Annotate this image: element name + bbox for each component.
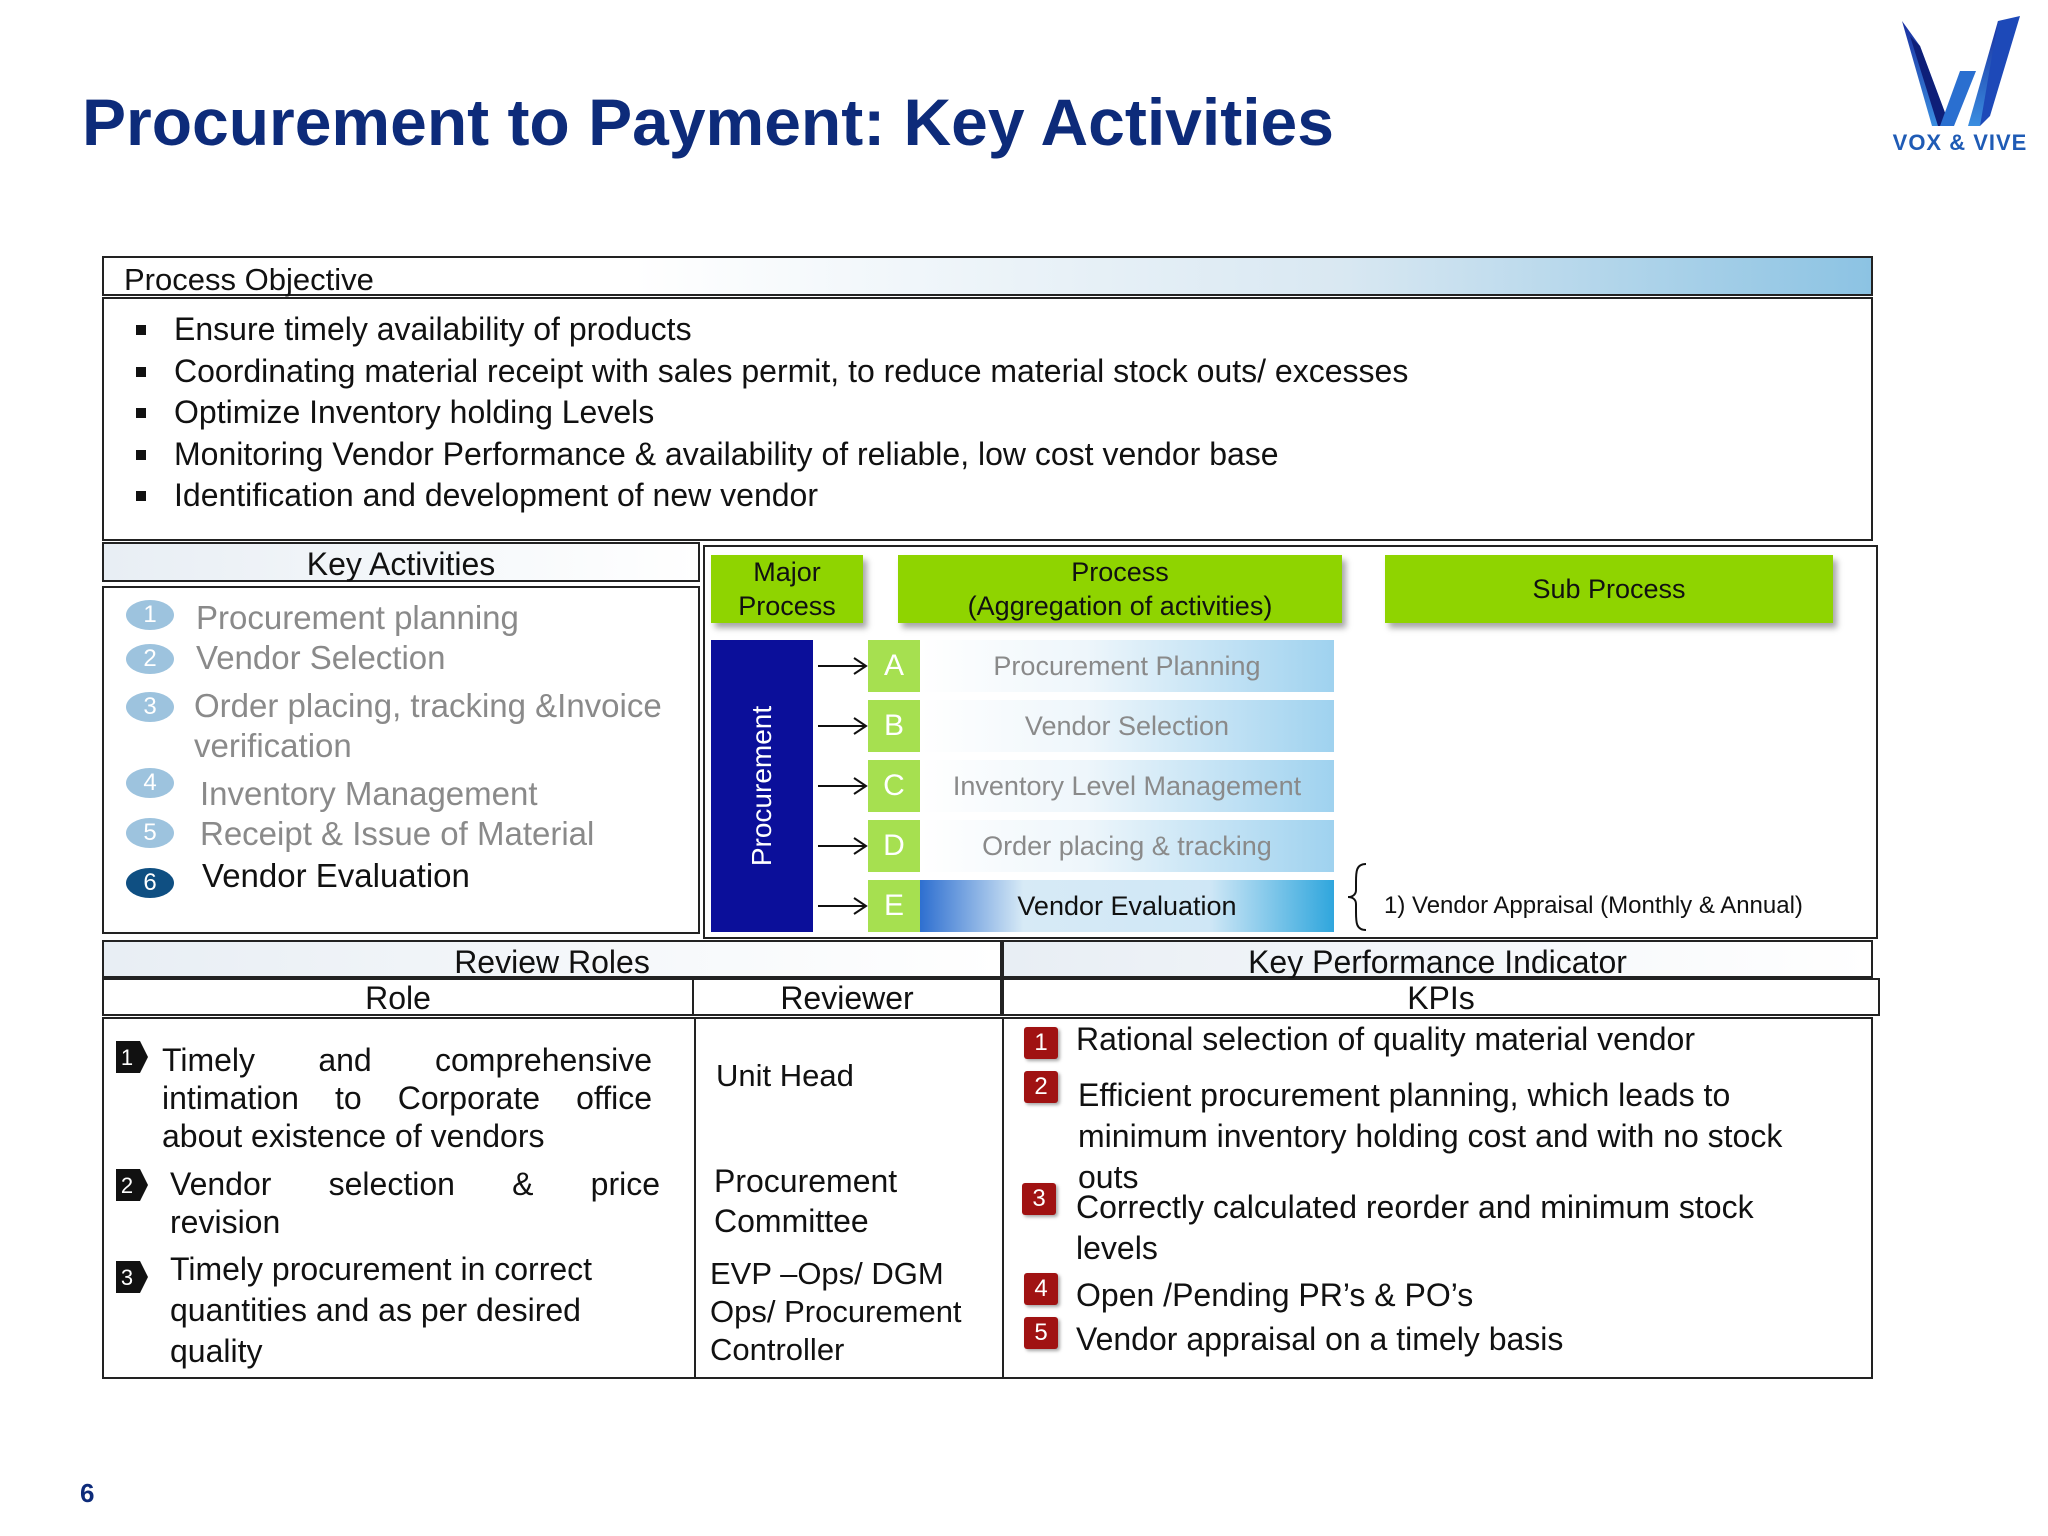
role-text: intimation to Corporate office (162, 1080, 652, 1116)
process-objective-header (102, 256, 1873, 296)
reviewer-text: Ops/ Procurement (710, 1294, 962, 1329)
review-roles-heading: Review Roles (454, 944, 650, 980)
role-number: 2 (120, 1173, 134, 1198)
process-letter: B (868, 700, 920, 752)
process-header-line2: (Aggregation of activities) (967, 591, 1273, 621)
role-number: 1 (120, 1045, 134, 1070)
process-cell: Order placing & tracking (920, 820, 1334, 872)
activity-number-badge: 2 (126, 644, 174, 674)
role-text: Timely and comprehensive (162, 1042, 652, 1078)
major-process-label: Procurement (746, 705, 777, 867)
process-header-line1: Process (1071, 557, 1169, 587)
page-number: 6 (80, 1478, 95, 1508)
numbered-flag-icon (114, 1259, 148, 1295)
objective-item: Ensure timely availability of products (134, 309, 1871, 351)
key-activities-heading: Key Activities (306, 546, 496, 582)
arrow-right-icon (818, 776, 870, 796)
activity-number-badge: 5 (126, 818, 174, 848)
kpi-text: Rational selection of quality material vendor (1076, 1021, 1695, 1057)
process-objective-heading: Process Objective (124, 262, 374, 297)
process-letter-active: E (868, 880, 920, 932)
major-process-column (711, 640, 813, 932)
arrow-right-icon (818, 896, 870, 916)
key-activities-header (102, 542, 700, 582)
process-letter: A (868, 640, 920, 692)
major-process-header-line2: Process (738, 591, 836, 621)
kpi-header (1002, 940, 1873, 978)
reviewer-text: Procurement (714, 1163, 898, 1199)
kpi-heading: Key Performance Indicator (1248, 944, 1627, 980)
kpi-text: Efficient procurement planning, which leads to (1078, 1077, 1731, 1113)
kpi-number-badge: 4 (1024, 1273, 1058, 1305)
activity-item: Inventory Management (200, 775, 538, 812)
activity-item: Vendor Selection (196, 639, 446, 676)
process-header (898, 555, 1342, 623)
numbered-flag-icon (114, 1167, 148, 1203)
arrow-right-icon (818, 656, 870, 676)
process-cell-active: Vendor Evaluation (920, 880, 1334, 932)
objective-item: Coordinating material receipt with sales permit, to reduce material stock outs/ excesses (134, 351, 1871, 393)
arrow-right-icon (818, 716, 870, 736)
kpi-text: Vendor appraisal on a timely basis (1076, 1321, 1564, 1357)
objective-item: Monitoring Vendor Performance & availability of reliable, low cost vendor base (134, 434, 1871, 476)
kpi-text: minimum inventory holding cost and with no stock (1078, 1118, 1783, 1154)
roles-kpi-grid (102, 1017, 1873, 1379)
reviewer-column-header: Reviewer (692, 978, 1002, 1016)
activity-item-continued: verification (194, 727, 352, 764)
activity-number-badge: 3 (126, 692, 174, 722)
role-text: about existence of vendors (162, 1118, 545, 1154)
role-text: quality (170, 1333, 263, 1369)
process-cell: Vendor Selection (920, 700, 1334, 752)
kpi-number-badge: 1 (1024, 1027, 1058, 1059)
activity-item: Receipt & Issue of Material (200, 815, 595, 852)
column-divider (694, 1019, 696, 1377)
objective-list (104, 299, 1871, 517)
activity-number-badge-active: 6 (126, 868, 174, 898)
role-text: quantities and as per desired (170, 1292, 581, 1328)
reviewer-text: Committee (714, 1203, 869, 1239)
activity-item-active: Vendor Evaluation (202, 857, 470, 894)
arrow-right-icon (818, 836, 870, 856)
numbered-flag-icon (114, 1039, 148, 1075)
column-divider (1002, 1019, 1004, 1377)
role-number: 3 (120, 1265, 134, 1290)
logo-brand-text: VOX & VIVE (1892, 130, 2028, 155)
kpi-number-badge: 2 (1024, 1071, 1058, 1103)
role-text: revision (170, 1204, 281, 1240)
reviewer-text: Controller (710, 1332, 845, 1367)
sub-process-header: Sub Process (1385, 555, 1833, 623)
kpi-text: Correctly calculated reorder and minimum stock (1076, 1189, 1754, 1225)
page-title: Procurement to Payment: Key Activities (82, 85, 1334, 159)
reviewer-text: Unit Head (716, 1058, 854, 1093)
review-roles-header (102, 940, 1002, 978)
kpi-text: outs (1078, 1159, 1139, 1195)
kpis-column-header: KPIs (1002, 978, 1880, 1016)
process-cell: Inventory Level Management (920, 760, 1334, 812)
activity-item: Order placing, tracking &Invoice (194, 687, 662, 724)
process-cell: Procurement Planning (920, 640, 1334, 692)
sub-process-item: 1) Vendor Appraisal (Monthly & Annual) (1384, 892, 1803, 919)
activity-number-badge: 1 (126, 600, 174, 630)
activity-item: Procurement planning (196, 599, 519, 636)
curly-brace-icon (1346, 862, 1372, 932)
major-process-header (711, 555, 863, 623)
kpi-number-badge: 5 (1024, 1317, 1058, 1349)
process-objective-body (102, 297, 1873, 541)
role-text: Vendor selection & price (170, 1166, 660, 1202)
process-letter: D (868, 820, 920, 872)
reviewer-text: EVP –Ops/ DGM (710, 1256, 944, 1291)
activity-number-badge: 4 (126, 768, 174, 798)
role-column-header: Role (102, 978, 694, 1016)
role-text: Timely procurement in correct (170, 1251, 593, 1287)
key-activities-list (102, 586, 700, 934)
objective-item: Optimize Inventory holding Levels (134, 392, 1871, 434)
kpi-text: Open /Pending PR’s & PO’s (1076, 1277, 1474, 1313)
kpi-number-badge: 3 (1022, 1183, 1056, 1215)
kpi-text: levels (1076, 1230, 1158, 1266)
objective-item: Identification and development of new vendor (134, 475, 1871, 517)
process-letter: C (868, 760, 920, 812)
major-process-header-line1: Major (753, 557, 821, 587)
